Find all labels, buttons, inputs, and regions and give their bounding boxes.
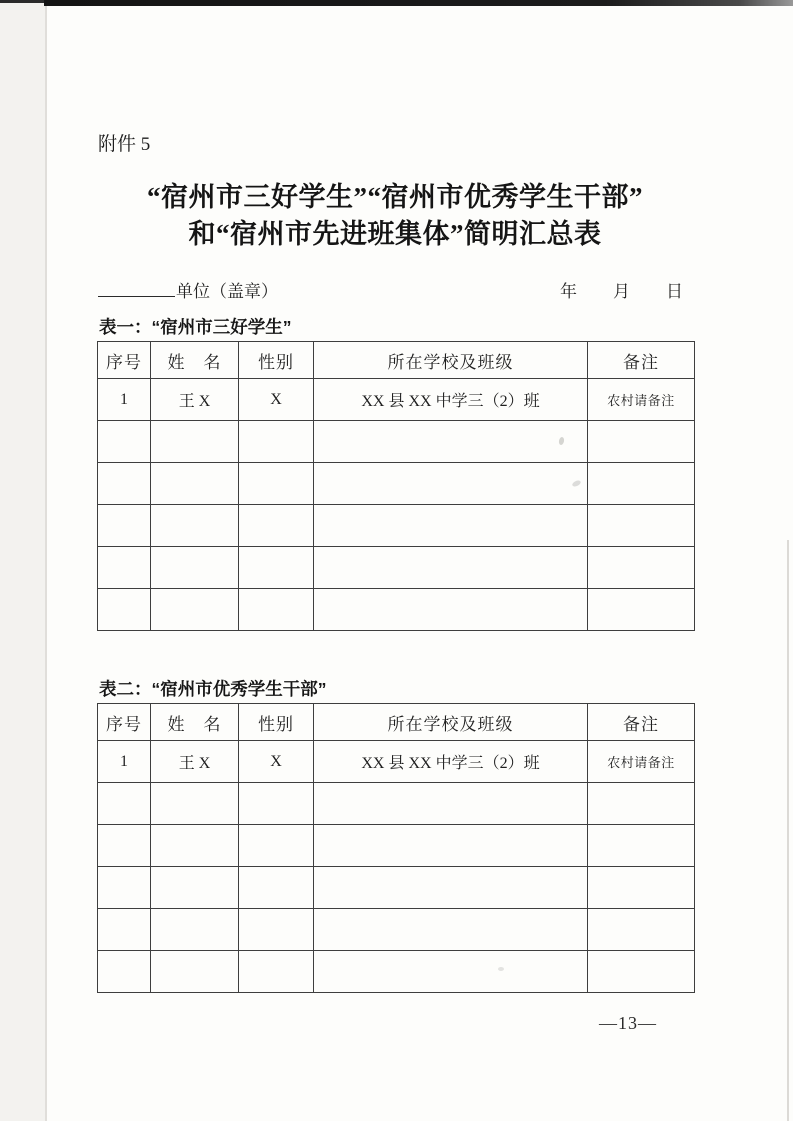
data-cell: X xyxy=(239,379,314,421)
empty-cell xyxy=(588,463,695,505)
date-line xyxy=(560,277,683,302)
header-cell: 所在学校及班级 xyxy=(314,342,588,379)
empty-cell xyxy=(314,951,588,993)
date-day-label: 日 xyxy=(666,282,683,301)
empty-cell xyxy=(151,547,239,589)
document-title-line-2: 和“宿州市先进班集体”简明汇总表 xyxy=(188,219,602,249)
empty-cell xyxy=(314,505,588,547)
empty-cell xyxy=(98,505,151,547)
empty-cell xyxy=(239,909,314,951)
empty-cell xyxy=(588,951,695,993)
table-row-empty xyxy=(98,825,695,867)
empty-cell xyxy=(314,867,588,909)
empty-cell xyxy=(239,951,314,993)
empty-cell xyxy=(239,825,314,867)
header-cell: 序号 xyxy=(98,704,151,741)
data-cell: 王 X xyxy=(151,741,239,783)
scan-smudge xyxy=(498,967,504,971)
page-number: —13— xyxy=(599,1013,657,1033)
table-row-head xyxy=(98,704,695,741)
scan-edge-top-bar xyxy=(44,0,793,6)
table-row-empty xyxy=(98,867,695,909)
scan-edge-top-thin xyxy=(0,0,44,3)
table-row-empty xyxy=(98,951,695,993)
empty-cell xyxy=(314,783,588,825)
document-title-line-1: “宿州市三好学生”“宿州市优秀学生干部” xyxy=(147,182,643,212)
empty-cell xyxy=(239,463,314,505)
empty-cell xyxy=(314,589,588,631)
empty-cell xyxy=(151,505,239,547)
empty-cell xyxy=(98,589,151,631)
empty-cell xyxy=(239,589,314,631)
empty-cell xyxy=(151,783,239,825)
empty-cell xyxy=(588,421,695,463)
empty-cell xyxy=(239,783,314,825)
empty-cell xyxy=(239,867,314,909)
empty-cell xyxy=(588,825,695,867)
empty-cell xyxy=(98,463,151,505)
table-row-empty xyxy=(98,589,695,631)
empty-cell xyxy=(151,589,239,631)
attachment-label: 附件 5 xyxy=(98,134,151,155)
scan-page-edge-line xyxy=(45,0,47,1121)
empty-cell xyxy=(314,421,588,463)
data-cell: X xyxy=(239,741,314,783)
empty-cell xyxy=(239,505,314,547)
table-row-empty xyxy=(98,463,695,505)
empty-cell xyxy=(98,783,151,825)
empty-cell xyxy=(151,951,239,993)
table1-three-good-students xyxy=(97,341,695,631)
data-cell: 1 xyxy=(98,379,151,421)
empty-cell xyxy=(151,463,239,505)
unit-blank-underline xyxy=(98,281,175,297)
table-row-empty xyxy=(98,547,695,589)
empty-cell xyxy=(98,867,151,909)
header-cell: 序号 xyxy=(98,342,151,379)
data-cell: XX 县 XX 中学三（2）班 xyxy=(314,741,588,783)
data-cell: 农村请备注 xyxy=(588,741,695,783)
empty-cell xyxy=(98,421,151,463)
header-cell: 备注 xyxy=(588,704,695,741)
empty-cell xyxy=(239,547,314,589)
empty-cell xyxy=(588,589,695,631)
empty-cell xyxy=(98,951,151,993)
date-month-label: 月 xyxy=(613,282,630,301)
empty-cell xyxy=(314,825,588,867)
table1-caption: 表一：“宿州市三好学生” xyxy=(99,317,292,337)
empty-cell xyxy=(314,463,588,505)
table-row-empty xyxy=(98,783,695,825)
header-cell: 所在学校及班级 xyxy=(314,704,588,741)
scan-edge-left-strip xyxy=(0,0,45,1121)
header-cell: 姓 名 xyxy=(151,342,239,379)
header-cell: 姓 名 xyxy=(151,704,239,741)
empty-cell xyxy=(588,547,695,589)
empty-cell xyxy=(151,421,239,463)
table2-outstanding-student-cadres xyxy=(97,703,695,993)
empty-cell xyxy=(151,909,239,951)
header-cell: 备注 xyxy=(588,342,695,379)
empty-cell xyxy=(151,867,239,909)
table-row-data xyxy=(98,379,695,421)
scan-edge-right-line xyxy=(787,540,789,1121)
table2-caption: 表二：“宿州市优秀学生干部” xyxy=(99,679,327,699)
data-cell: 王 X xyxy=(151,379,239,421)
table-row-head xyxy=(98,342,695,379)
empty-cell xyxy=(98,909,151,951)
empty-cell xyxy=(588,909,695,951)
empty-cell xyxy=(98,825,151,867)
table-row-empty xyxy=(98,505,695,547)
empty-cell xyxy=(588,505,695,547)
unit-seal-line xyxy=(98,277,278,302)
empty-cell xyxy=(314,909,588,951)
table-row-empty xyxy=(98,909,695,951)
date-year-label: 年 xyxy=(560,282,577,301)
empty-cell xyxy=(98,547,151,589)
empty-cell xyxy=(151,825,239,867)
empty-cell xyxy=(588,867,695,909)
data-cell: 农村请备注 xyxy=(588,379,695,421)
document-title xyxy=(90,179,700,253)
header-cell: 性别 xyxy=(239,704,314,741)
table-row-empty xyxy=(98,421,695,463)
header-cell: 性别 xyxy=(239,342,314,379)
empty-cell xyxy=(314,547,588,589)
data-cell: 1 xyxy=(98,741,151,783)
data-cell: XX 县 XX 中学三（2）班 xyxy=(314,379,588,421)
table-row-data xyxy=(98,741,695,783)
unit-seal-label: 单位（盖章） xyxy=(176,282,278,301)
empty-cell xyxy=(239,421,314,463)
empty-cell xyxy=(588,783,695,825)
